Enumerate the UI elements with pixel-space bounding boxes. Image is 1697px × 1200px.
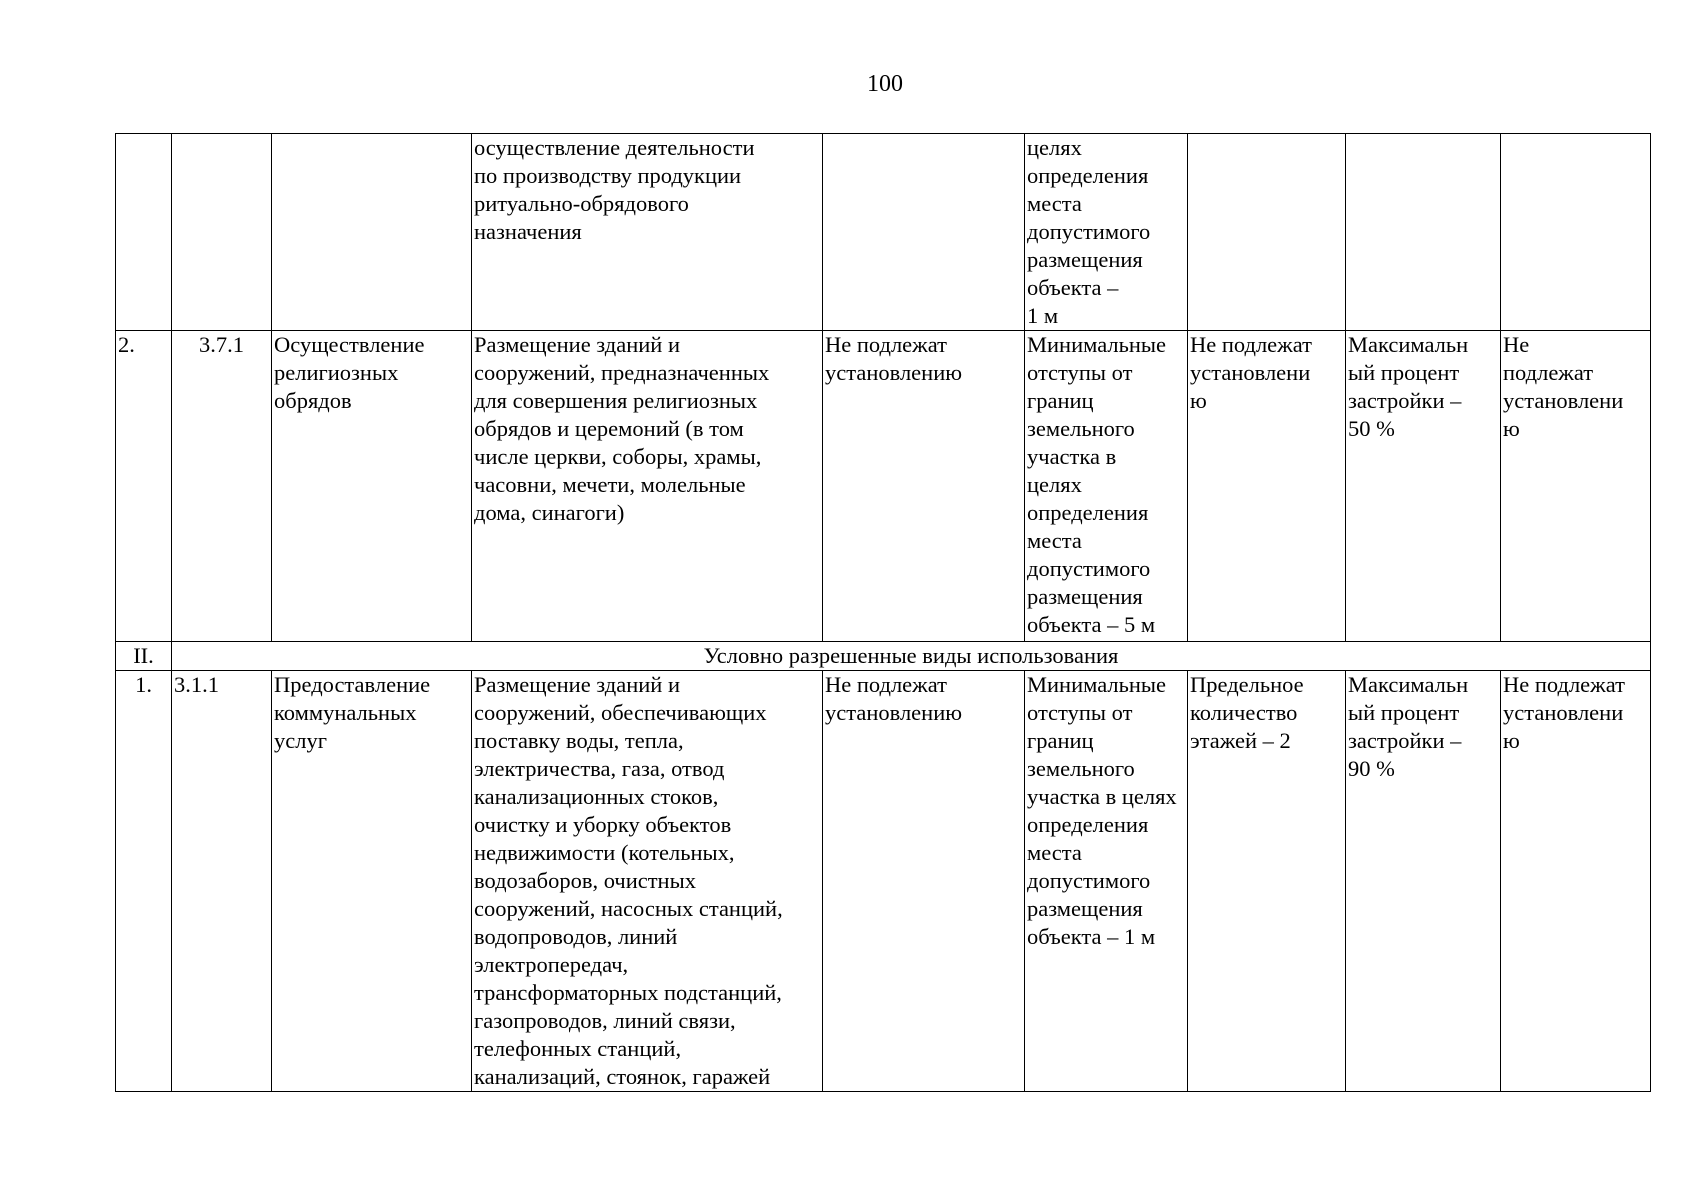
description-cell: Размещение зданий и сооружений, обеспечивающих поставку воды, тепла, электричества, газа, отвод канализационных стоков, очистку и уборку объектов недвижимости (котельных, водозаборов, очистных сооружений, насосных станций, водопроводов, линий электропередач, трансформаторных подстанций, газопроводов, линий связи, телефонных станций, канализаций, стоянок, гаражей: [472, 671, 823, 1092]
row-number-cell: [116, 134, 172, 331]
section-title-cell: Условно разрешенные виды использования: [172, 642, 1651, 671]
other-params-cell: Не подлежат установлени ю: [1501, 331, 1651, 642]
description-cell: осуществление деятельности по производству продукции ритуально-обрядового назначения: [472, 134, 823, 331]
table-row: [116, 671, 1651, 1092]
coverage-cell: Максимальн ый процент застройки – 90 %: [1346, 671, 1501, 1092]
floors-cell: [1188, 134, 1346, 331]
other-params-cell: [1501, 134, 1651, 331]
row-number-cell: 2.: [116, 331, 172, 642]
use-type-cell: Предоставление коммунальных услуг: [272, 671, 472, 1092]
section-number-cell: II.: [116, 642, 172, 671]
table-row: [116, 134, 1651, 331]
plot-size-cell: Не подлежат установлению: [823, 671, 1025, 1092]
setback-cell: Минимальные отступы от границ земельного участка в целях определения места допустимого размещения объекта – 5 м: [1025, 331, 1188, 642]
use-type-cell: Осуществление религиозных обрядов: [272, 331, 472, 642]
floors-cell: Не подлежат установлени ю: [1188, 331, 1346, 642]
floors-cell: Предельное количество этажей – 2: [1188, 671, 1346, 1092]
setback-cell: целях определения места допустимого размещения объекта – 1 м: [1025, 134, 1188, 331]
plot-size-cell: Не подлежат установлению: [823, 331, 1025, 642]
page-number: 100: [867, 71, 903, 97]
description-cell: Размещение зданий и сооружений, предназначенных для совершения религиозных обрядов и церемоний (в том числе церкви, соборы, храмы, часовни, мечети, молельные дома, синагоги): [472, 331, 823, 642]
code-cell: 3.7.1: [172, 331, 272, 642]
section-header-row: [116, 642, 1651, 671]
code-cell: 3.1.1: [172, 671, 272, 1092]
code-cell: [172, 134, 272, 331]
coverage-cell: Максимальн ый процент застройки – 50 %: [1346, 331, 1501, 642]
setback-cell: Минимальные отступы от границ земельного участка в целях определения места допустимого размещения объекта – 1 м: [1025, 671, 1188, 1092]
table-row: [116, 331, 1651, 642]
use-type-cell: [272, 134, 472, 331]
plot-size-cell: [823, 134, 1025, 331]
regulations-table: [115, 133, 1651, 1092]
coverage-cell: [1346, 134, 1501, 331]
row-number-cell: 1.: [116, 671, 172, 1092]
other-params-cell: Не подлежат установлени ю: [1501, 671, 1651, 1092]
